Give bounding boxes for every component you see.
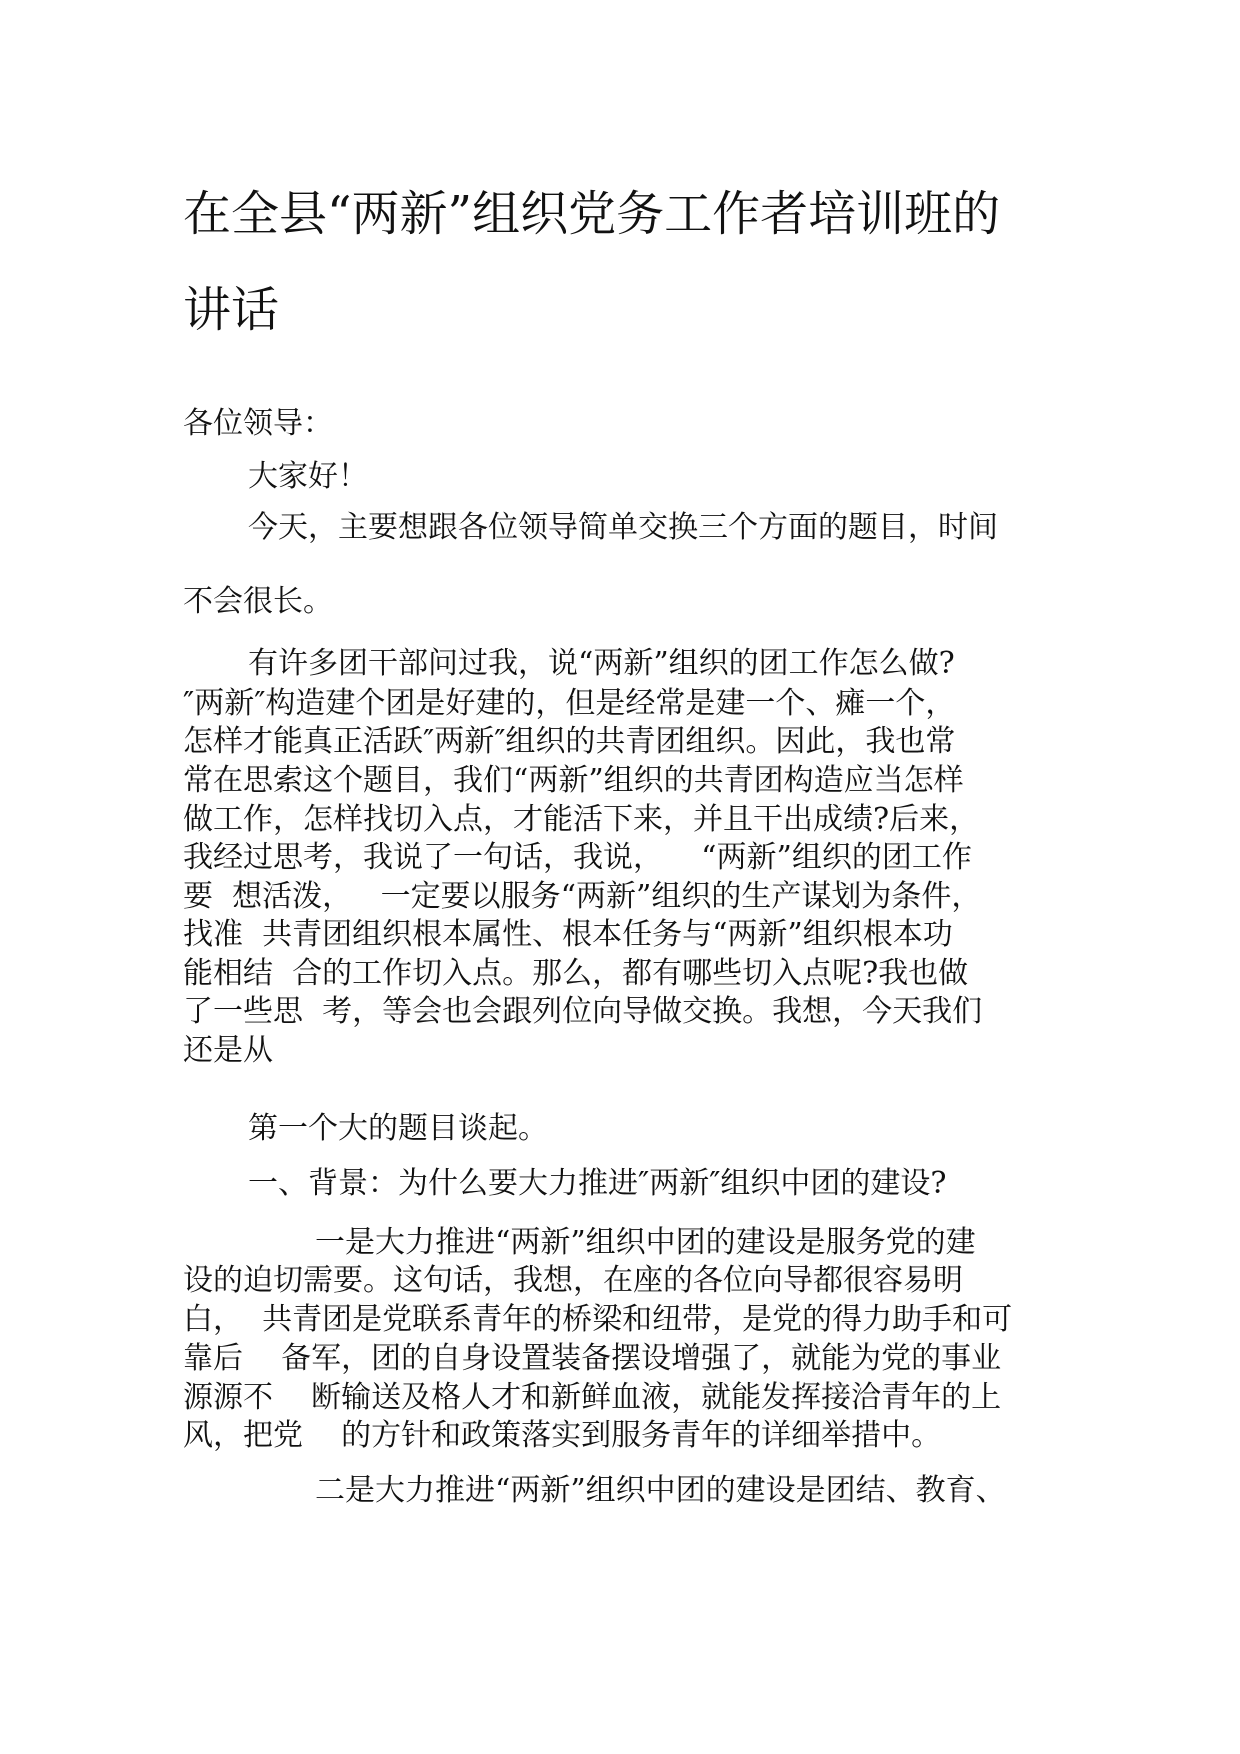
- para2-line: 要 想活泼， 一定要以服务“两新”组织的生产谋划为条件，: [183, 879, 982, 914]
- salutation: 各位领导：: [183, 406, 333, 441]
- para2-line: 做工作，怎样找切入点，才能活下来，并且干出成绩?后来，: [183, 802, 980, 837]
- title-line-2: 讲话: [183, 282, 280, 338]
- para4-line: 一是大力推进“两新”组织中团的建设是服务党的建: [315, 1225, 976, 1260]
- para2-line: 有许多团干部问过我，说“两新”组织的团工作怎么做?: [248, 646, 955, 681]
- intro-line-2: 不会很长。: [183, 584, 333, 619]
- para3: 第一个大的题目谈起。: [248, 1111, 548, 1146]
- title-line-1: 在全县“两新”组织党务工作者培训班的: [183, 186, 1001, 242]
- para2-line: ″两新″构造建个团是好建的，但是经常是建一个、瘫一个，: [183, 686, 956, 721]
- para4-line: 靠后 备军，团的自身设置装备摆设增强了，就能为党的事业: [183, 1341, 1002, 1376]
- para2-line: 常在思索这个题目，我们“两新”组织的共青团构造应当怎样: [183, 763, 964, 798]
- para2-line: 找准 共青团组织根本属性、根本任务与“两新”组织根本功: [183, 917, 953, 952]
- para4-line: 源源不 断输送及格人才和新鲜血液，就能发挥接洽青年的上: [183, 1380, 1002, 1415]
- para2-line: 我经过思考，我说了一句话，我说， “两新”组织的团工作: [183, 840, 972, 875]
- para4-line: 白， 共青团是党联系青年的桥梁和纽带，是党的得力助手和可: [183, 1302, 1013, 1337]
- para2-line: 怎样才能真正活跃″两新″组织的共青团组织。因此，我也常: [183, 724, 956, 759]
- greeting: 大家好！: [248, 459, 368, 494]
- para2-line: 了一些思 考，等会也会跟列位向导做交换。我想，今天我们: [183, 994, 983, 1029]
- section-heading-1: 一、背景：为什么要大力推进″两新″组织中团的建设?: [248, 1166, 947, 1201]
- para5-line: 二是大力推进“两新”组织中团的建设是团结、教育、: [315, 1473, 1006, 1508]
- document-title: [183, 166, 1083, 358]
- para4-line: 设的迫切需要。这句话，我想，在座的各位向导都很容易明: [183, 1263, 963, 1298]
- para2-line: 能相结 合的工作切入点。那么，都有哪些切入点呢?我也做: [183, 956, 969, 991]
- para2-line: 还是从: [183, 1033, 273, 1068]
- intro-line-1: 今天，主要想跟各位领导简单交换三个方面的题目，时间: [248, 510, 998, 545]
- para4-line: 风，把党 的方针和政策落实到服务青年的详细举措中。: [183, 1418, 942, 1453]
